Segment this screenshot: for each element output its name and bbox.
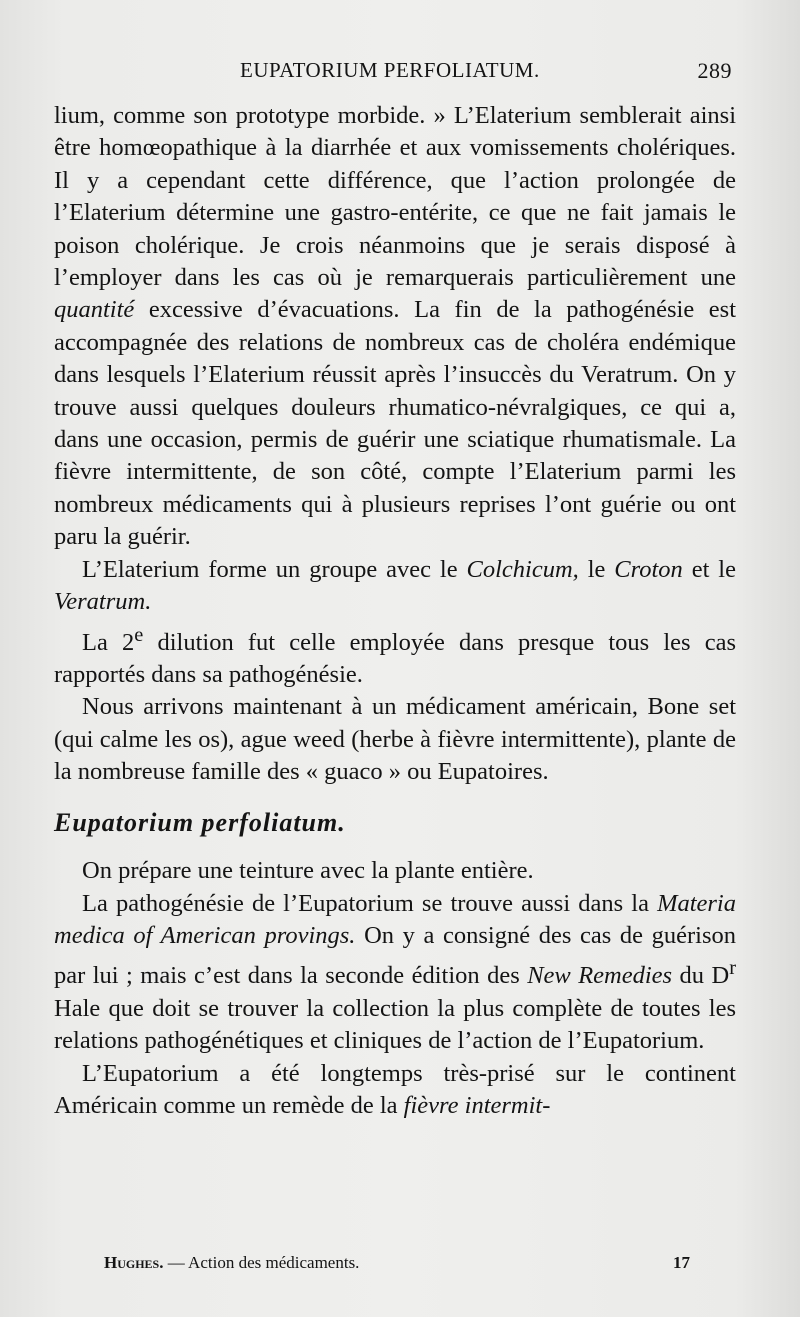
paragraph-group: L’Elaterium forme un groupe avec le Colchicum, le Croton et le Veratrum. (54, 555, 736, 616)
running-header (54, 58, 736, 90)
running-title: EUPATORIUM PERFOLIATUM. (240, 58, 540, 82)
page-number: 289 (697, 58, 732, 83)
signature-line: Hughes. — Action des médicaments. (104, 1253, 360, 1272)
paragraph-american-remedy: Nous arrivons maintenant à un médicament américain, Bone set (qui calme les os), ague weed (herbe à fièvre intermittente), plante de la nombreuse famille des « guaco » ou Eupatoires. (54, 693, 736, 786)
signature-footer (104, 1253, 690, 1279)
paragraph-tincture: On prépare une teinture avec la plante entière. (82, 857, 534, 885)
paragraph-dilution: La 2e dilution fut celle employée dans presque tous les cas rapportés dans sa pathogénésie. (54, 623, 737, 689)
paragraph-continent: L’Eupatorium a été longtemps très-prisé sur le continent Américain comme un remède de la fièvre intermit- (54, 1059, 736, 1120)
paragraph-pathogenesis: La pathogénésie de l’Eupatorium se trouve aussi dans la Materia medica of American provings. On y a consigné des cas de guérison par lui ; mais c’est dans la seconde édition des New Remedies du $D^r$ Hale que doit se trouver la collection la plus complète de toutes les relations pathogénétiques et cliniques de l’action de l’Eupatorium. (54, 889, 736, 1055)
page-body (54, 100, 736, 1123)
paragraph-elaterium-continued: lium, comme son prototype morbide. » L’Elaterium semblerait ainsi être homœopathique à la diarrhée et aux vomissements cholériques. Il y a cependant cette différence, que l’action prolongée de l’Elaterium détermine une gastro-entérite, ce que ne fait jamais le poison cholérique. Je crois néanmoins que je serais disposé à l’employer dans les cas où je remarquerais particulièrement une quantité excessive d’évacuations. La fin de la pathogénésie est accompagnée des relations de nombreux cas de choléra endémique dans lesquels l’Elaterium réussit après l’insuccès du Veratrum. On y trouve aussi quelques douleurs rhumatico-névralgiques, ce qui a, dans une occasion, permis de guérir une sciatique rhumatismale. La fièvre intermittente, de son côté, compte l’Elaterium parmi les nombreux médicaments qui à plusieurs reprises l’ont guérie ou ont paru la guérir. (54, 102, 737, 551)
signature-number: 17 (673, 1253, 690, 1272)
emphasis-quantite: quantité (54, 296, 135, 324)
section-heading: Eupatorium perfoliatum. (54, 807, 346, 837)
